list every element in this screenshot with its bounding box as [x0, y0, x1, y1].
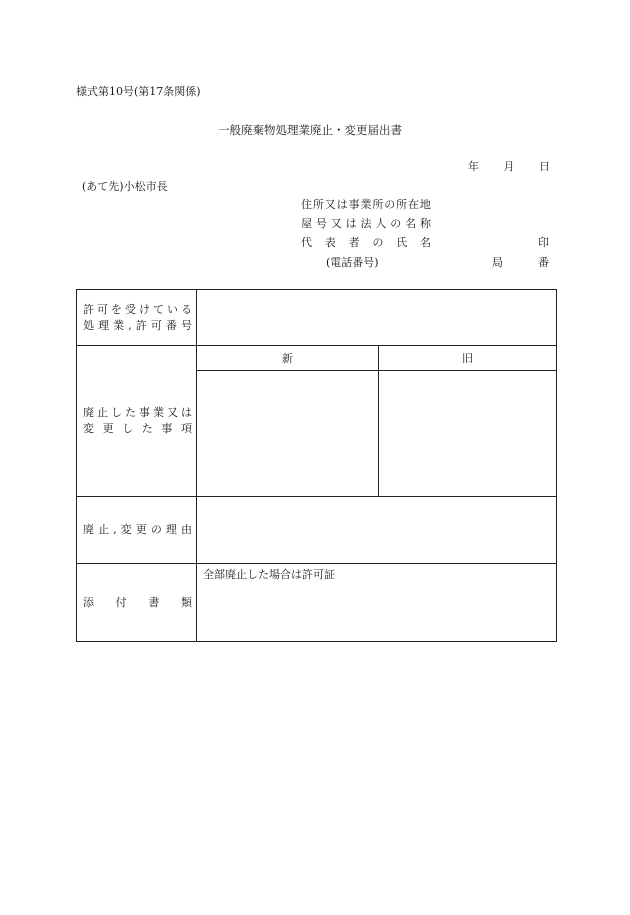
attachments-label-cell: [77, 564, 197, 642]
permit-label-line2: 処 理 業 , 許 可 番 号: [83, 318, 192, 332]
col-header-new: 新: [197, 346, 379, 371]
phone-number-label: 番: [538, 256, 549, 269]
date-year-label: 年: [468, 160, 479, 173]
reason-label-line1: 廃 止 , 変 更 の 理 由: [83, 523, 192, 536]
notification-table: [76, 289, 557, 642]
form-number: 様式第10号(第17条関係): [76, 85, 201, 98]
table-row-reason: [77, 497, 557, 564]
permit-label-line1: 許 可 を 受 け て い る: [83, 302, 192, 316]
representative-label: 代 表 者 の 氏 名: [301, 236, 431, 249]
col-header-old: 旧: [379, 346, 557, 371]
address-label: 住 所 又 は 事 業 所 の 所 在 地: [301, 198, 431, 211]
phone-label: (電話番号): [326, 256, 379, 269]
change-label-line2: 変 更 し た 事 項: [83, 422, 192, 435]
attachments-label-line1: 添 付 書 類: [83, 595, 192, 609]
seal-mark: 印: [538, 236, 549, 249]
date-month-label: 月: [503, 160, 515, 173]
addressee: (あて先)小松市長: [82, 180, 168, 193]
date-day-label: 日: [539, 160, 550, 173]
change-new-cell[interactable]: [197, 371, 379, 497]
table-row-attachments: [77, 564, 557, 642]
reason-value-cell[interactable]: [197, 497, 557, 564]
date-line: [468, 160, 550, 174]
change-old-cell[interactable]: [379, 371, 557, 497]
permit-label-cell: [77, 290, 197, 346]
change-label-cell: [77, 346, 197, 497]
attachments-note: 全部廃止した場合は許可証: [203, 568, 335, 581]
permit-value-cell[interactable]: [197, 290, 557, 346]
attachments-value-cell[interactable]: [197, 564, 557, 642]
form-title: 一般廃棄物処理業廃止・変更届出書: [218, 123, 402, 137]
phone-exchange-label: 局: [492, 256, 503, 269]
table-row-change-header: [77, 346, 557, 371]
business-name-label: 屋 号 又 は 法 人 の 名 称: [301, 217, 431, 230]
reason-label-cell: [77, 497, 197, 564]
table-row-permit: [77, 290, 557, 346]
change-label-line1: 廃 止 し た 事 業 又 は: [83, 406, 192, 419]
